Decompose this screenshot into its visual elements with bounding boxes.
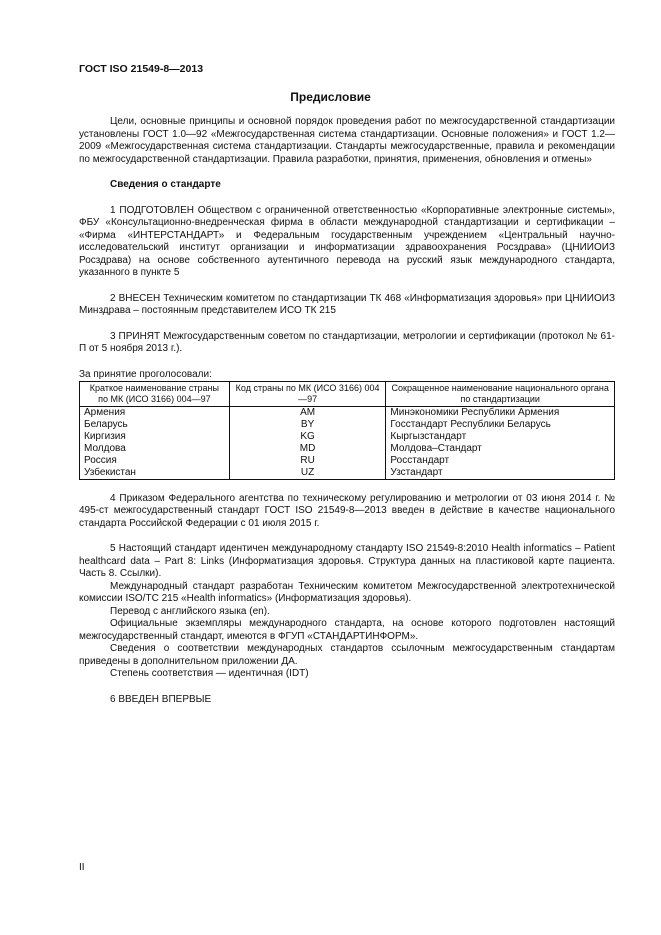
standards-body-cell: Госстандарт Республики Беларусь: [386, 419, 615, 431]
table-row: [80, 406, 615, 419]
standards-body-cell: Узстандарт: [386, 467, 615, 480]
country-code-cell: AM: [229, 406, 386, 419]
section-title: Сведения о стандарте: [110, 179, 221, 190]
intro-paragraph: Цели, основные принципы и основной порядок проведения работ по межгосударственной стандартизации установлены ГОСТ 1.0—92 «Межгосударственная система стандартизации. Основные положения» и ГОСТ 1.2—2009 «Межгосударственная система стандартизации. Стандарты межгосударственные, правила и рекомендации по межгосударственной стандартизации. Правила разработки, принятия, применения, обновления и отмены»: [79, 116, 615, 165]
item-5-paragraph: 5 Настоящий стандарт идентичен международному стандарту ISO 21549-8:2010 Health informatics – Patient healthcard data – Part 8: Links (Информатизация здоровья. Структура данных на пластиковой карте пациента. Часть 8. Ссылки).: [79, 543, 615, 579]
item-1-paragraph: 1 ПОДГОТОВЛЕН Обществом с ограниченной ответственностью «Корпоративные электронные системы», ФБУ «Консультационно-внедренческая фирма в области международной стандартизации и сертификации – «Фирма «ИНТЕРСТАНДАРТ» и Федеральным государственным учреждением «Центральный научно-исследовательский институт организации и информатизации здравоохранения Росздрава» (ЦНИИОИЗ Росздрава) на основе собственного аутентичного перевода на русский язык международного стандарта, указанного в пункте 5: [79, 204, 615, 278]
table-row: [80, 431, 615, 443]
standards-body-cell: Минэкономики Республики Армения: [386, 406, 615, 419]
item-5-copies-paragraph: Официальные экземпляры международного стандарта, на основе которого подготовлен настоящий межгосударственный стандарт, имеются в ФГУП «СТАНДАРТИНФОРМ».: [79, 618, 615, 642]
vote-table: [79, 381, 615, 480]
document-code-header: ГОСТ ISO 21549-8—2013: [79, 63, 204, 75]
country-cell: Молдова: [80, 443, 230, 455]
table-row: [80, 467, 615, 480]
item-4-paragraph: 4 Приказом Федерального агентства по техническому регулированию и метрологии от 03 июня 2014 г. № 495-ст межгосударственный стандарт ГОСТ ISO 21549-8—2013 введен в действие в качестве национального стандарта Российской Федерации с 01 июля 2015 г.: [79, 492, 615, 529]
item-5-degree-paragraph: Степень соответствия — идентичная (IDT): [110, 668, 309, 679]
country-cell: Россия: [80, 455, 230, 467]
country-cell: Армения: [80, 406, 230, 419]
item-2-paragraph: 2 ВНЕСЕН Техническим комитетом по стандартизации ТК 468 «Информатизация здоровья» при ЦНИИОИЗ Минздрава – постоянным представителем ИСО ТК 215: [79, 292, 615, 316]
document-body: [79, 116, 615, 706]
country-code-cell: RU: [229, 455, 386, 467]
table-row: [80, 443, 615, 455]
table-row: [80, 455, 615, 467]
page-number: II: [79, 862, 85, 873]
country-cell: Беларусь: [80, 419, 230, 431]
table-row: [80, 419, 615, 431]
item-6-paragraph: 6 ВВЕДЕН ВПЕРВЫЕ: [110, 693, 212, 705]
vote-table-header-country: Краткое наименование страны по МК (ИСО 3166) 004—97: [80, 381, 230, 406]
country-code-cell: UZ: [229, 467, 386, 480]
country-cell: Киргизия: [80, 431, 230, 443]
country-code-cell: BY: [229, 419, 386, 431]
standards-body-cell: Росстандарт: [386, 455, 615, 467]
standards-body-cell: Молдова–Стандарт: [386, 443, 615, 455]
country-cell: Узбекистан: [80, 467, 230, 480]
standards-body-cell: Кыргызстандарт: [386, 431, 615, 443]
vote-table-header-body: Сокращенное наименование национального органа по стандартизации: [386, 381, 615, 406]
item-5-translation-paragraph: Перевод с английского языка (en).: [110, 605, 270, 617]
country-code-cell: MD: [229, 443, 386, 455]
vote-table-header-code: Код страны по МК (ИСО 3166) 004—97: [229, 381, 386, 406]
page-title: Предисловие: [290, 90, 371, 104]
item-3-paragraph: 3 ПРИНЯТ Межгосударственным советом по стандартизации, метрологии и сертификации (протокол № 61-П от 5 ноября 2013 г.).: [79, 330, 615, 354]
vote-table-label: За принятие проголосовали:: [79, 368, 212, 380]
item-5-developer-paragraph: Международный стандарт разработан Техническим комитетом Межгосударственной электротехнической комиссии ISO/TC 215 «Health informatics» (Информатизация здоровья).: [79, 580, 615, 604]
item-5-conformity-paragraph: Сведения о соответствии международных стандартов ссылочным межгосударственным стандартам приведены в дополнительном приложении ДА.: [79, 643, 615, 667]
country-code-cell: KG: [229, 431, 386, 443]
